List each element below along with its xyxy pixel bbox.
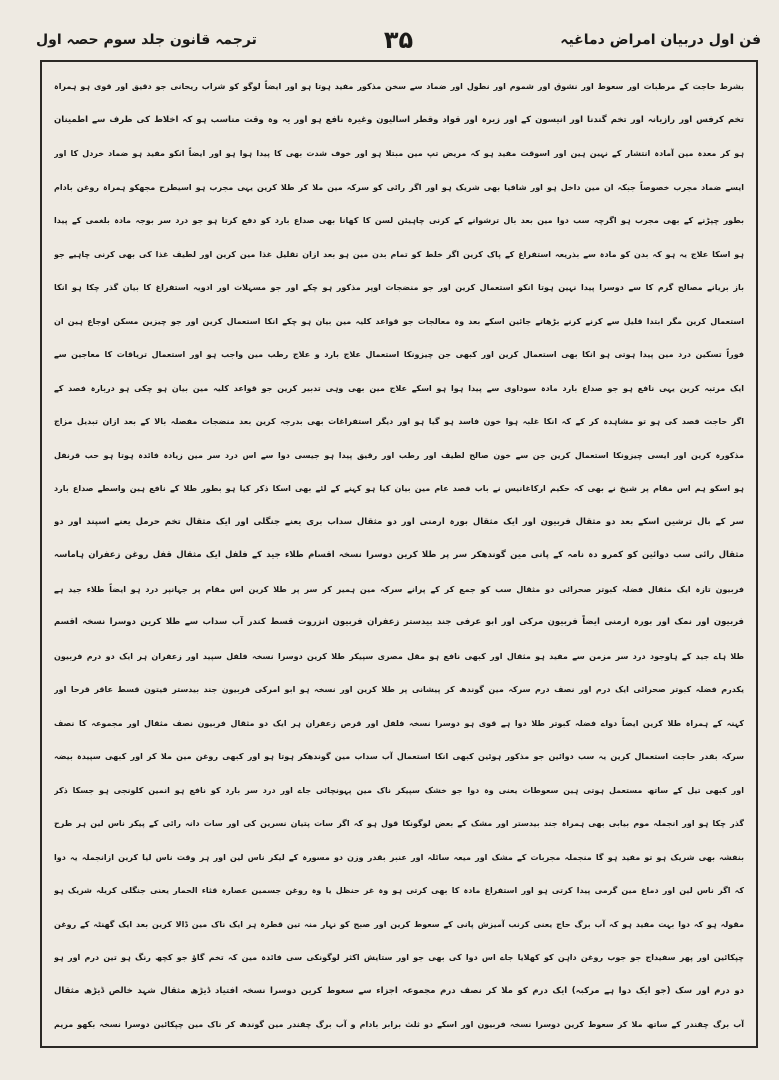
text-line: کہ اگر ناس لین اور دماغ مین گرمی پیدا کرتی ہو اور استفراغ مادہ کا بھی کرتی ہو وہ غر حنظل یا وہ روغن جسمین عصارہ قثاء الحمار یعنی جنگلی کریلہ شریک ہو <box>54 886 744 895</box>
text-line: باز بریانے مصالح گرم کا سے دوسرا پیدا نہین ہوتا انکو استعمال کرین اور جو منضجات اوپر مذکور ہو چکے اور جو مسہلات اور ادویہ استفراغ کا بیان گذر چکا ہو انکا <box>54 283 744 292</box>
text-line: بطور چپڑنے کے بھی مجرب ہو اگرچہ سب دوا مین بعد بال ترشوانے کے کرنی چاہیئن لسن کا کھانا بھی صداع بارد کو دفع کرتا ہو جو درد سر بوجہ مادہ بلغمی کے پیدا <box>54 216 744 225</box>
text-line: مذکورہ کرین اور ایسی چیزونکا استعمال کرین جن سے خون صالح لطیف اور رطب اور رقیق پیدا ہو جیسی دوا سے اس درد سر مین زیادہ فائدہ ہوتا ہو حب قرنفل <box>54 450 744 460</box>
text-line: یکدرم فضلہ کبوتر صحرائی ایک درم اور نصف درم سرکہ مین گوندھ کر پیشانی پر طلا کرین اور نسخہ ہو ابو امرکی فربیون جند بیدستر فیتون قسط عاقر قرحا اور <box>54 685 744 694</box>
text-line: ایسے ضماد مجرب خصوصاً جبکہ ان مین داخل ہو اور شافیا بھی شریک ہو اور اگر رائی کو سرکہ مین ملا کر طلا کرین یہی مجرب ہو اسیطرح مجھکو ہمراہ روغن بادام <box>54 182 744 192</box>
book-title: ترجمہ قانون جلد سوم حصہ اول <box>36 32 257 48</box>
text-line: کہنہ کے ہمراہ طلا کرین ایضاً دواے فضلہ کبوتر طلا دوا ہے قوی ہو دوسرا نسخہ فلفل اور قرص زعفران ہر ایک دو مثقال فربیون نصف مثقال اور مجموعہ کا نصف <box>54 718 744 728</box>
text-line: ہو کر معدہ مین آمادہ انتشار کے نہین ہین اور اسوقت مفید ہو کہ مریض تپ مین مبتلا ہو اور خوف شدت بھی کا پیدا ہوا ہو اور ایضاً انکو مفید ہو ضماد خردل کا اور <box>54 149 744 158</box>
text-line: طلا ہاے جید کے ہاوجود درد سر مزمن سے مفید ہو مثقال اور کبھی نافع ہو مقل مصری سپیکر طلا کرین دوسرا نسخہ فلفل سپید اور زعفران ہر ایک دو درم فربیون <box>54 651 744 661</box>
text-line: فوراً تسکین درد مین پیدا ہوتی ہو انکا بھی استعمال کرین اور کبھی جن چیزونکا استعمال علاج بارد و علاج رطب مین واجب ہو اور استعمال تریاقات کا معاجین سے <box>54 350 744 359</box>
text-line: ہو اسکا علاج یہ ہو کہ بدن کو مادہ سے بذریعہ استفراغ کے پاک کرین اگر خلط کو تمام بدن مین ہو بعد ازان تقلیل غذا مین کرین اور لطیف غذا کی بھی کرنی چاہیے جو <box>54 249 744 259</box>
text-line: چپکائین اور پھر سفیداج جو جوب روغن داہن کو کھلایا جاے اس دوا کی بھی جو اور ستایش اکثر لوگونکی سی فائدہ مین کہ تخم گاؤ جو کچھ رنگ ہو تین درم اور ہو <box>54 953 744 962</box>
text-line: اور کبھی تیل کے ساتھ مستعمل ہوتی ہین سعوطات یعنی وہ دوا جو خشک سپیکر ناک مین پہونچائی جاے اور درد سر بارد کو نافع ہو انمین کلونجی ہو جسکا ذکر <box>54 785 744 795</box>
text-line: فربیون اور نمک اور بورہ ارمنی ایضاً فربیون مرکی اور ابو عرفی جند بیدستر زعفران فربیون انزروت قسط کندر آب سداب سے طلا کرین دوسرا نسخہ اقسم <box>54 617 744 627</box>
text-line: ایک مرتبہ کرین یہی نافع ہو جو صداع بارد مادہ سوداوی سے پیدا ہوا ہو اسکے علاج مین بھی وہی تدبیر کرین جو قواعد کلیہ مین بیان ہو چکی ہو دربارہ فصد کے <box>54 383 744 393</box>
text-line: مثقال رائی سب دوائین کو کمرو دہ نامہ کے پانی مین گوندھکر سر پر طلا کرین دوسرا نسخہ اقسام طلاء جید کے فلفل ایک مثقال قفل روغن زعفران ہاماسہ <box>54 550 744 560</box>
text-line: آب برگ چقندر کے ساتھ ملا کر سعوط کرین دوسرا نسخہ فربیون اور اسکے دو ثلث برابر بادام و آب برگ چقندر مین گوندھ کر ناک مین چپکائین دوسرا نسخہ بکھو مریم <box>54 1020 744 1029</box>
text-line: ہو اسکو ہم اس مقام پر شیخ نے بھی کہ حکیم ارکاغانیس نے باب فصد عام مین بیان کیا ہو کہنے کے لئے بھی اسکا ذکر کیا ہو بطور طلا کے نافع ہین واسطے صداع بارد <box>54 484 744 493</box>
text-line: گذر چکا ہو اور انجملہ موم بیابی بھی ہمراہ جند بیدستر اور مشک کے بعض لوگونکا قول ہو کہ اگر سات پتیان نسرین کی اور سات دانہ رائی کے پیکر ناس لین ہر طرح <box>54 819 744 828</box>
text-line: فربیون تازہ ایک مثقال فضلہ کبوتر صحرائی دو مثقال سب کو جمع کر کے پرانے سرکہ مین ہمیر کر سر پر طلا کرین اس مقام پر جہانپر درد ہو ایضاً طلاء جید ہے <box>54 584 744 594</box>
text-line: اگر حاجت فصد کی ہو تو مشاہدہ کر کے کہ انکا غلبہ ہوا خون فاسد ہو گیا ہو اور دیگر استفراغات بھی بدرجہ کرین بعد منضجات مفصلہ بالا کے بعد ازان تبدیل مزاج <box>54 417 744 426</box>
text-line: بنفشہ بھی شریک ہو تو مفید ہو گا منجملہ مجربات کے مشک اور میعہ سائلہ اور عنبر بقدر وزن دو مسورہ کے لیکر ناس لین اور ہر وقت ناس لیا کرین ازانجملہ یہ دوا <box>54 852 744 862</box>
text-line: سر کے بال ترشین اسکے بعد دو مثقال فربیون اور ایک مثقال بورہ ارمنی اور دو مثقال سداب بری یعنے جنگلی اور ایک مثقال تخم حرمل یعنے اسپند اور دو <box>54 516 744 527</box>
text-line: سرکہ بقدر حاجت استعمال کرین یہ سب دوائین جو مذکور ہوئین کبھی انکا استعمال آب سداب مین گوندھکر ہوتا ہو اور کبھی روغن مین ملا کر اور کبھی سپیدہ بیضہ <box>54 752 744 761</box>
chapter-title: فن اول دربیان امراض دماغیہ <box>560 32 761 48</box>
text-line: بشرط حاجت کے مرطبات اور سعوط اور نشوق اور شموم اور نطول اور ضماد سے سخن مذکور مفید ہوتا ہو اور ایضاً لوگو کو شراب ریحانی جو دقیق اور قوی ہو ہمراہ <box>54 82 744 91</box>
text-line: استعمال کرین مگر ابتدا قلیل سے کرنے کرنے بڑھاتے جائین اسکے بعد وہ معالجات جو قواعد کلیہ مین بیان ہو چکے انکا استعمال کرین اور جو چیزین مسکن اوجاع ہین ان <box>54 316 744 326</box>
text-line: دو درم اور سک (جو ایک دوا ہے مرکبہ) ایک درم کو ملا کر نصف درم مجموعہ اجزاء سے سعوط کرین دوسرا نسخہ افتیاد ڈیڑھ مثقال شہد خالص ڈیڑھ مثقال <box>54 985 744 996</box>
text-line: مقولہ ہو کہ دوا بہت مفید ہو کہ آب برگ حاج یعنی کرنب آمیزش پانی کے سعوط کرین اور صبح کو نہار منہ تین قطرہ ہر ایک ناک مین ڈالا کرین بعد ایک گھنٹہ کے روغن <box>54 919 744 929</box>
page-header <box>36 26 761 58</box>
body-text-frame <box>40 60 758 1048</box>
text-line: تخم کرفس اور رازیانہ اور تخم گندنا اور انیسون کے اور زیرہ اور قواد وقطر اسالیون وغیرہ نافع ہو اور یہ وہ وقت مناسب ہو کہ اخلاط کی طرف سے اطمینان <box>54 114 744 125</box>
page-number: ۳۵ <box>383 26 414 54</box>
